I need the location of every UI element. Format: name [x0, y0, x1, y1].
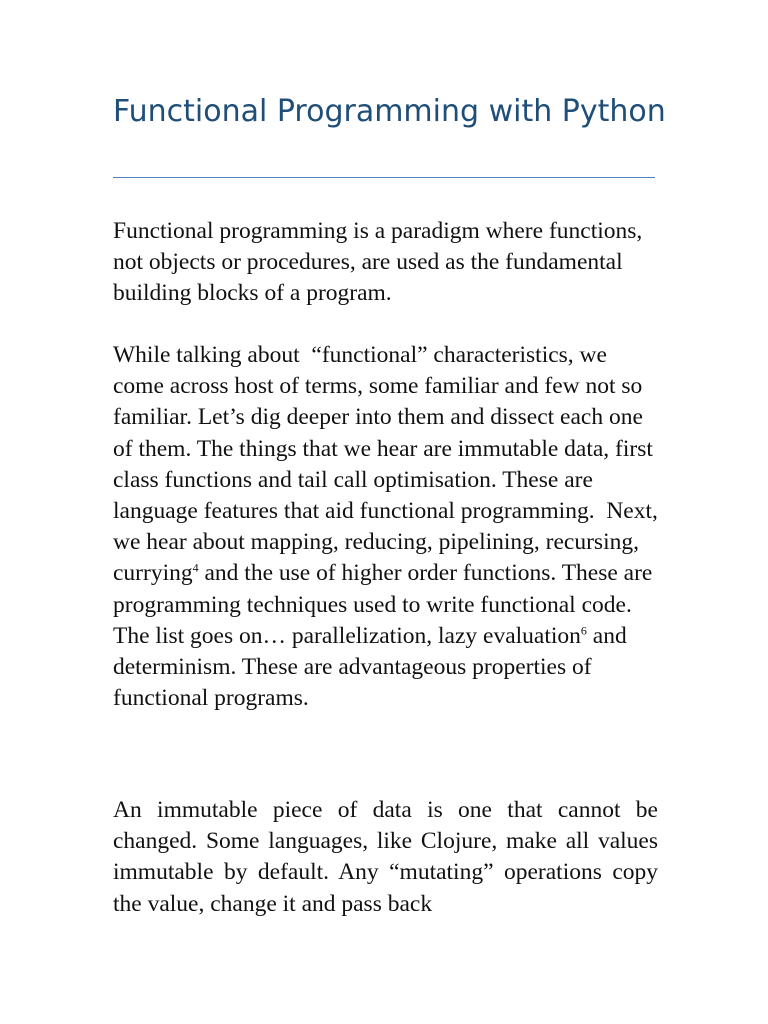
footnote-ref-6: 6 — [580, 623, 587, 638]
paragraph-characteristics-text-3: and determinism. These are advantageous properties of functional programs. — [113, 622, 627, 712]
paragraph-intro: Functional programming is a paradigm where functions, not objects or procedures, are used as the fundamental building blocks of a program. — [113, 218, 643, 307]
document-title: Functional Programming with Python — [113, 94, 666, 129]
paragraph-characteristics — [113, 340, 658, 714]
paragraph-characteristics-text-2: and the use of higher order functions. These are programming techniques used to write functional code. The list goes on… parallelization, lazy evaluation — [113, 560, 653, 649]
title-divider — [113, 177, 655, 178]
paragraph-characteristics-text-1: While talking about “functional” characteristics, we come across host of terms, some familiar and few not so familiar. Let’s dig deeper into them and dissect each one of them. The things that we hear are immutable data, first class functions and tail call optimisation. These are language features that aid functional programming. Next, we hear about mapping, reducing, pipelining, recursing, currying — [113, 342, 658, 587]
paragraph-immutable-data: An immutable piece of data is one that cannot be changed. Some languages, like Clojure, make all values immutable by default. Any “mutating” operations copy the value, change it and pass back — [113, 797, 658, 917]
footnote-ref-4: 4 — [192, 561, 199, 576]
